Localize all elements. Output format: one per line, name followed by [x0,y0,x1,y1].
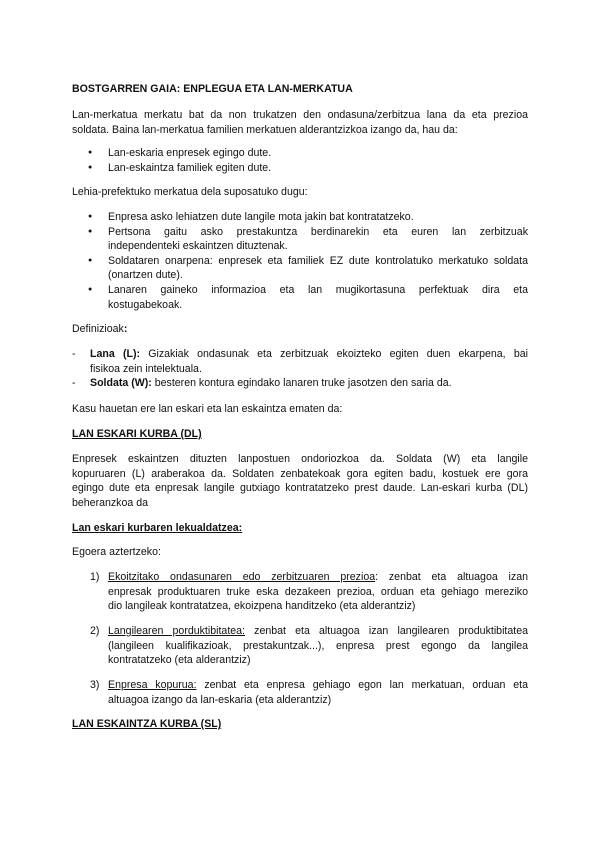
list-item-text: ● Lanaren gaineko informazioa eta lan mugikortasuna perfektuak dira eta [108,283,528,296]
definitions-label [72,322,528,337]
shift-item [72,624,528,668]
shift-list [72,570,528,614]
shift-colon: : [375,571,379,583]
definitions-list [72,347,528,391]
list-item-text: ● Pertsona gaitu asko prestakuntza berdinarekin eta euren lan zerbitzuak [108,225,528,238]
list-item: ● Lan-eskaria enpresek egingo dute. [72,146,528,161]
sl-heading: LAN ESKAINTZA KURBA (SL) [72,718,222,730]
shift-text: zenbat eta altuagoa izan [378,571,528,583]
dl-heading: LAN ESKARI KURBA (DL) [72,428,202,440]
shift-text: (langileen kualifikazioak, prestakuntzak...), enpresa prest egongo da langilea [108,639,528,652]
perfect-competition-list [72,210,528,312]
shift-intro: Egoera aztertzeko: [72,546,161,558]
shift-text: dio langileak kontratatzea, ekoizpena handitzeko (eta alderantziz) [108,600,416,613]
shift-item [72,678,528,707]
definition-item [72,347,528,376]
list-item [72,225,528,254]
list-item-text: ● Enpresa asko lehiatzen dute langile mota jakin bat kontratatzeko. [108,211,414,223]
dl-line: Enpresek eskaintzen dituzten lanpostuen ondoriozkoa da. Soldata (W) eta langile [72,453,528,465]
shift-term: Enpresa kopurua: [108,679,197,691]
shift-list [72,624,528,668]
shift-term: Langilearen porduktibitatea: [108,625,245,637]
dl-line: egingo dute eta enpresak langile gutxiago kontratatzeko prest daude. Lan-eskari kurba (DL) [72,482,528,495]
dl-line: kopuruaren (L) araberakoa da. Soldaten zenbatekoak gora egiten badu, kostuek ere gora [72,467,528,480]
list-item [72,210,528,225]
definition-item [72,376,528,391]
list-item-text: independenteki eskaintzen dituztenak. [108,240,288,253]
definition-term: Lana (L): [90,348,141,360]
list-item-text: (onartzen dute). [108,269,183,282]
list-item-text: kostugabekoak. [108,298,183,311]
item-number: 1) [90,571,100,583]
list-item [72,283,528,312]
shift-text: zenbat eta enpresa gehiago egon lan merkatuan, orduan eta [196,679,528,691]
intro-bullet-list [72,146,528,175]
definition-term: Soldata (W): [90,377,152,390]
list-item-text: ● Soldataren onarpena: enpresek eta familiek EZ dute kontrolatuko merkatuko soldata [108,254,528,267]
shift-text: kontratatzeko (eta alderantziz) [108,654,251,667]
shift-list [72,678,528,707]
definition-text: fisikoa zein intelektuala. [90,362,202,375]
item-number: 2) [90,625,100,637]
shift-heading: Lan eskari kurbaren lekualdatzea: [72,522,243,534]
shift-text: altuagoa izango da lan-eskaria (eta alderantziz) [108,693,332,706]
definitions-label-text: Definizioak [72,323,124,335]
intro-line: Lan-merkatua merkatu bat da non trukatzen den ondasuna/zerbitzua lana da eta prezioa [72,109,528,121]
shift-item [72,570,528,614]
intro-paragraph [72,108,528,137]
dl-paragraph [72,452,528,510]
shift-text: zenbat eta altuagoa izan langilearen produktibitatea [244,625,528,637]
definition-text: besteren kontura egindako lanaren truke jasotzen den saria da. [154,377,452,390]
definitions-colon: : [123,323,128,335]
dl-line: beheranzkoa da [72,496,148,509]
shift-text: enpresak produktuaren truke eska dezakeen prezioa, orduan eta gehiago mereziko [108,585,528,598]
perfect-competition-intro: Lehia-prefektuko merkatua dela suposatuko dugu: [72,186,308,198]
page-title: BOSTGARREN GAIA: ENPLEGUA ETA LAN-MERKATUA [72,83,353,95]
intro-line: soldata. Baina lan-merkatua familien merkatuen alderantzizkoa izango da, hau da: [72,123,458,136]
item-number: 3) [90,679,100,691]
list-item [72,254,528,283]
shift-term: Ekoitzitako ondasunaren edo zerbitzuaren prezioa [108,571,376,583]
cases-line: Kasu hauetan ere lan eskari eta lan eskaintza ematen da: [72,403,343,415]
list-item: ● Lan-eskaintza familiek egiten dute. [72,161,528,176]
definition-text: Gizakiak ondasunak eta zerbitzuak ekoizteko egiten duen ekarpena, bai [148,348,528,360]
